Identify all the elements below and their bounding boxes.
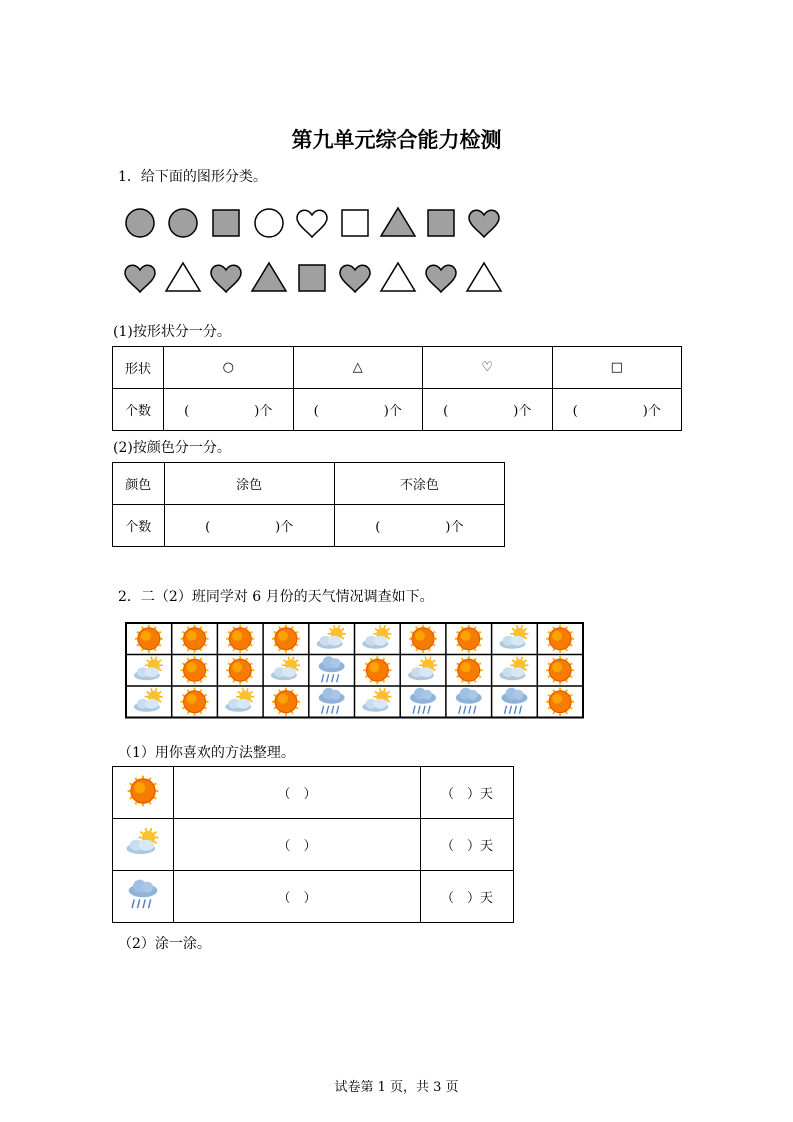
colored-count-blank[interactable]: ( )个 (164, 505, 334, 547)
circle-count-blank[interactable]: ( )个 (164, 389, 294, 431)
sun-days-blank[interactable]: （ ）天 (421, 767, 514, 819)
weather-tally-table (112, 766, 514, 923)
outline-triangle-shape (166, 263, 200, 291)
question-1-part-2-label: (2)按颜色分一分。 (113, 440, 231, 456)
uncolored-count-blank[interactable]: ( )个 (334, 505, 504, 547)
count-header: 个数 (113, 389, 164, 431)
weather-survey-grid (125, 622, 583, 718)
count-header: 个数 (113, 505, 165, 547)
filled-heart-shape (125, 265, 155, 292)
shape-heart-cell: ♡ (423, 347, 553, 389)
shape-triangle-cell: △ (293, 347, 423, 389)
colored-header: 涂色 (164, 463, 334, 505)
outline-triangle-shape (381, 263, 415, 291)
shape-count-table (112, 346, 682, 431)
shape-row-2 (118, 258, 508, 298)
question-2-part-1-label: （1）用你喜欢的方法整理。 (118, 745, 295, 761)
question-1-prompt: 1．给下面的图形分类。 (118, 169, 267, 185)
shape-square-cell: □ (552, 347, 682, 389)
sun-row-icon-cell (113, 767, 174, 819)
filled-circle-shape (169, 209, 197, 237)
filled-heart-shape (211, 265, 241, 292)
uncolored-header: 不涂色 (334, 463, 504, 505)
rain-tally-blank[interactable]: （ ） (174, 871, 421, 923)
outline-triangle-shape (467, 263, 501, 291)
question-1-part-1-label: (1)按形状分一分。 (113, 324, 231, 340)
sun-icon (126, 774, 160, 808)
square-count-blank[interactable]: ( )个 (552, 389, 682, 431)
filled-circle-shape (126, 209, 154, 237)
shape-header: 形状 (113, 347, 164, 389)
cloudy-row-icon-cell (113, 819, 174, 871)
cloudy-tally-blank[interactable]: （ ） (174, 819, 421, 871)
outline-circle-shape (255, 209, 283, 237)
filled-square-shape (428, 210, 454, 236)
rain-icon (126, 878, 160, 912)
outline-heart-shape (297, 210, 327, 237)
rain-row-icon-cell (113, 871, 174, 923)
sun-tally-blank[interactable]: （ ） (174, 767, 421, 819)
outline-square-shape (342, 210, 368, 236)
page-footer: 试卷第 1 页，共 3 页 (334, 1080, 459, 1095)
filled-heart-shape (340, 265, 370, 292)
sun-icon (128, 775, 159, 806)
filled-triangle-shape (381, 208, 415, 236)
question-2-part-2-label: （2）涂一涂。 (118, 936, 211, 952)
shape-circle-cell: ○ (164, 347, 294, 389)
filled-triangle-shape (252, 263, 286, 291)
rain-days-blank[interactable]: （ ）天 (421, 871, 514, 923)
question-2-prompt: 2．二（2）班同学对 6 月份的天气情况调查如下。 (118, 589, 434, 605)
cloudy-icon (126, 826, 160, 860)
shape-row-1 (118, 203, 508, 243)
page-title: 第九单元综合能力检测 (291, 127, 502, 152)
filled-heart-shape (469, 210, 499, 237)
filled-square-shape (213, 210, 239, 236)
triangle-count-blank[interactable]: ( )个 (293, 389, 423, 431)
partly-cloudy-icon (127, 828, 159, 854)
cloudy-days-blank[interactable]: （ ）天 (421, 819, 514, 871)
filled-square-shape (299, 265, 325, 291)
color-header: 颜色 (113, 463, 165, 505)
rain-icon (129, 879, 158, 908)
color-count-table (112, 462, 505, 547)
filled-heart-shape (426, 265, 456, 292)
heart-count-blank[interactable]: ( )个 (423, 389, 553, 431)
